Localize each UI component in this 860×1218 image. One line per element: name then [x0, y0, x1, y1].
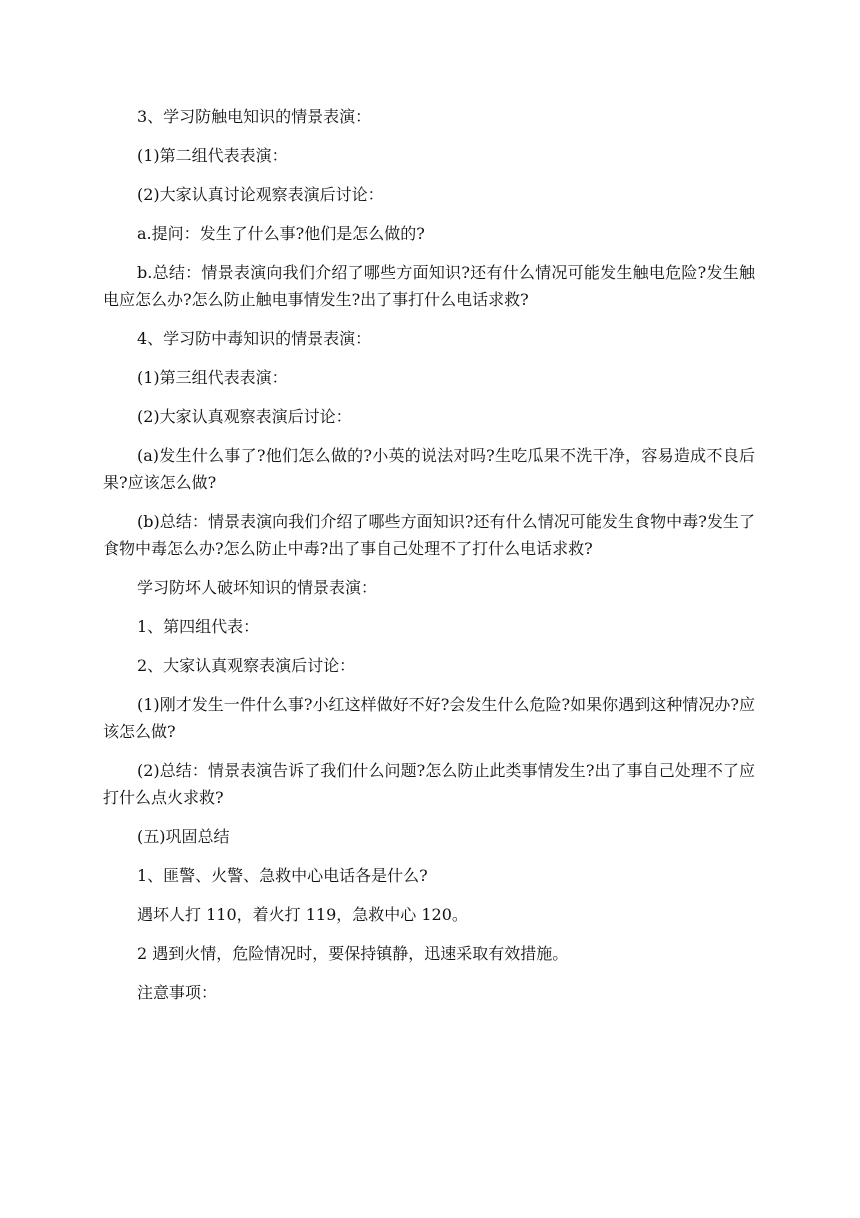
document-body	[103, 103, 755, 1006]
paragraph: 4、学习防中毒知识的情景表演：	[137, 329, 372, 348]
paragraph: (1)第三组代表表演：	[137, 368, 288, 387]
paragraph: a.提问：发生了什么事?他们是怎么做的?	[137, 224, 425, 243]
paragraph: 遇坏人打 110，着火打 119，急救中心 120。	[137, 905, 468, 924]
paragraph: (1)第二组代表表演：	[137, 146, 288, 165]
paragraph: 1、匪警、火警、急救中心电话各是什么?	[137, 866, 428, 885]
paragraph: (a)发生什么事了?他们怎么做的?小英的说法对吗?生吃瓜果不洗干净，容易造成不良后果?应该怎么做?	[103, 446, 755, 492]
paragraph: 2 遇到火情，危险情况时，要保持镇静，迅速采取有效措施。	[137, 944, 569, 963]
paragraph: (b)总结：情景表演向我们介绍了哪些方面知识?还有什么情况可能发生食物中毒?发生了食物中毒怎么办?怎么防止中毒?出了事自己处理不了打什么电话求救?	[103, 512, 755, 558]
paragraph: 1、第四组代表：	[137, 617, 260, 636]
paragraph: (2)大家认真观察表演后讨论：	[137, 407, 352, 426]
paragraph: (2)大家认真讨论观察表演后讨论：	[137, 185, 384, 204]
paragraph: (2)总结：情景表演告诉了我们什么问题?怎么防止此类事情发生?出了事自己处理不了应打什么点火求救?	[103, 761, 755, 807]
paragraph: 2、大家认真观察表演后讨论：	[137, 656, 356, 675]
paragraph: 学习防坏人破坏知识的情景表演：	[137, 578, 378, 597]
paragraph: 3、学习防触电知识的情景表演：	[137, 107, 372, 126]
paragraph: (1)刚才发生一件什么事?小红这样做好不好?会发生什么危险?如果你遇到这种情况办?应该怎么做?	[103, 695, 755, 741]
paragraph: 注意事项：	[137, 983, 218, 1002]
paragraph: (五)巩固总结	[137, 827, 230, 846]
paragraph: b.总结：情景表演向我们介绍了哪些方面知识?还有什么情况可能发生触电危险?发生触电应怎么办?怎么防止触电事情发生?出了事打什么电话求救?	[103, 263, 755, 309]
